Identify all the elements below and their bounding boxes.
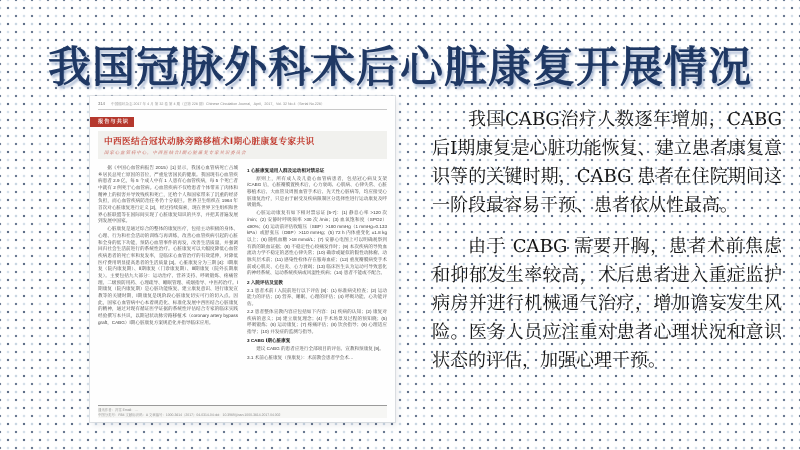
journal-body-columns — [98, 165, 387, 363]
paper-text-block: 通讯作者：冯雪 Email：… — [98, 407, 138, 412]
paper-text-block: 3.1 术前心脏康复（预康复）：术前教会患者学会术… — [247, 354, 354, 360]
journal-section-tag: 报告与共识 — [90, 117, 134, 127]
journal-right-column — [247, 165, 387, 363]
paper-text-block: 心脏康复是通过综合的整体的康复医疗，包括主动积极的身体、心理、行为和社会活动的训练与再训练，改善心血管疾病引起的心脏和全身的低下功能，预防心血管事件的再发，改善生活质量，并强调回归社会生活前进行的系统性治疗。心脏康复可以大幅度降低心血管疾病患者的死亡率和复发率，是临床心血管治疗的有效延伸，对降低医疗费用明显提高患者的生活质量 [3]。心脏康复分为三期 [4]：Ⅰ期康复（院内康复期）、Ⅱ期康复（门诊康复期）、Ⅲ期康复（院外长期康复）。主要包括九大部分：运动治疗、营养支持、呼吸锻炼、疼痛管理、二级预防用药、心理疏导、睡眠管理、戒烟指导、中医药治疗。Ⅰ期康复（院内康复期）是心脏功能恢复、建立康复意识、进行康复宣教等的关键时期，Ⅰ期康复是现阶段心脏康复切实可行的切入点。因此，国家心血管病中心本着规范化、标准化发展中西医结合心脏康复的精神，通过对现有循证医学证据的系统性评估结合专家的临床实践经验撰写本共识，以期冠状动脉旁路移植术（coronary artery bypass graft，CABG）Ⅰ期心脏康复方案规范化并指导临床应用。 — [98, 226, 238, 325]
paper-text-block: 原则上，所有成人及儿童心血管病患者，包括冠心病及支架 /CABG 后，心脏瓣膜置换术后，心力衰竭、心肌病、心律失常、心脏移植术后、大血管及周围血管手术后、先天性心脏病等，均应接受心脏康复治疗，只是由于耐受及疾病限制区分选择性进行运动康复及呼吸锻炼。 — [247, 175, 387, 208]
journal-article-title: 中西医结合冠状动脉旁路移植术Ⅰ期心脏康复专家共识 — [104, 136, 315, 146]
slide-body-text — [432, 106, 782, 389]
journal-header — [98, 101, 387, 110]
paper-text-block: 据《中国心血管病报告 2015》[1] 显示，我国心血管病死亡占城乡居民总死亡原因的首位，严重危害国民的健康。我国现有心血管疾病患者 2.9 亿，每 5 个成人中有 1 人患有心血管疾病，每 5 个死亡者中就有 2 例死于心血管病。心血管疾病不仅给患者个体带来了肉体和精神上的损害并导致残疾和死亡，还给个人和国家带来了沉重的经济负担，而心血管疾病防治任务仍十分艰巨。世界卫生组织在 1964 年首次对心脏康复进行定义 [2]，经过持续探索，现在世界卫生组织和世界心脏联盟等在国际间实现了心脏康复知识的共享，并把其普遍发展到发展中国家。 — [98, 165, 238, 224]
body-paragraph-1: 我国CABG治疗人数逐年增加，CABG后Ⅰ期康复是心脏功能恢复、建立患者康复意识等的关键时期，CABG 患者在住院期间这一阶段最容易干预、患者依从性最高。 — [432, 109, 782, 216]
paper-text-block: 2.2 患者整体宣教内容应包括如下内容：(1) 疾病的认知；(2) 康复对疾病的意义；(3) 建立康复理念；(4) 手术场景及过程的预知晓；(5) 呼吸锻炼；(6) 运动康复；(7) 疼痛评估；(8) 饮食指导；(9) 心理适应指导；(10) 并发症的监测与指导。 — [247, 309, 387, 335]
journal-article-authors: 国家心血管病中心，中西医结合Ⅰ期心脏康复专家共识委员会 — [104, 150, 247, 155]
journal-title-band — [98, 131, 387, 159]
paper-text-block: 3 CABG Ⅰ期心脏康复 — [247, 338, 291, 344]
paper-text-block: 2.1 患者术前 / 入院前进行以下评估 [8]：(1) 标准病史检查；(2) 运动能力的评估；(3) 营养、睡眠、心理的评估；(4) 呼吸功能、心功能评估。 — [247, 287, 387, 306]
journal-left-column — [98, 165, 238, 363]
slide-title: 我国冠脉外科术后心脏康复开展情况 — [48, 44, 752, 92]
journal-footnote — [98, 405, 387, 418]
body-paragraph-2: 由于 CABG 需要开胸，患者术前焦虑和抑郁发生率较高，术后患者进入重症监护病房并进行机械通气治疗，增加谵妄发生风险。医务人员应注重对患者心理状况和意识状态的评估，加强心理干预。 — [432, 236, 782, 371]
paper-text-block: 中图分类号：R54 文献标识码：A 文章编号：1000-3614（2017）04-0314-04 doi：10.3969/j.issn.1000-3614.2017.04.002 — [98, 412, 281, 417]
journal-page-number: 314 — [98, 101, 105, 106]
paper-text-block: 建议 CABG 的患者应进行全部项目的评估、宣教和预康复 [9]。 — [256, 346, 384, 352]
journal-header-text: 中国循环杂志 2017 年 4 月 第 32 卷 第 4 期（总第 226 期）Chinese Circulation Journal，April，2017，Vol. 32 No.4（Serial No.226） — [111, 102, 325, 106]
paper-text-block: 1 心脏康复适用人群及运动相对禁忌证 — [247, 167, 325, 173]
paper-text-block: 2 入院评估及宣教 — [247, 279, 283, 285]
paper-text-block: 心脏运动康复有如下相对禁忌证 [5-7]：(1) 静息心率 >120 次 /min；(2) 安静时呼吸频率 >30 次 /min；(3) 血氧饱和度（SPO2）≤90%；(4) 运动前评估收缩压（SBP）>180 mmHg（1 mmHg=0.133 kPa）或舒张压（DBP）>110 mmHg；(5) 72 h 内体重变化 ±1.8 kg 以上；(6) 随机血糖 >18 mmol/L；(7) 安静心电图上可以明确观察到有新的缺血证据；(8) 不稳定性心绞痛发作时；(9) 本次疾病的导致血流动力学不稳定的恶性心律失常；(10) 确诊或疑似的假性动脉瘤、动脉夹层术前；(11) 感染性栓体存在脓毒血症；(12) 重度瓣膜病变手术前或心肌炎、心包炎、心力衰竭；(13) 临床医生认为运动可导致恶化的神经系统、运动系统疾病或风湿性疾病；(14) 患者不能或不配合。 — [247, 210, 387, 276]
journal-page-image — [90, 96, 395, 422]
